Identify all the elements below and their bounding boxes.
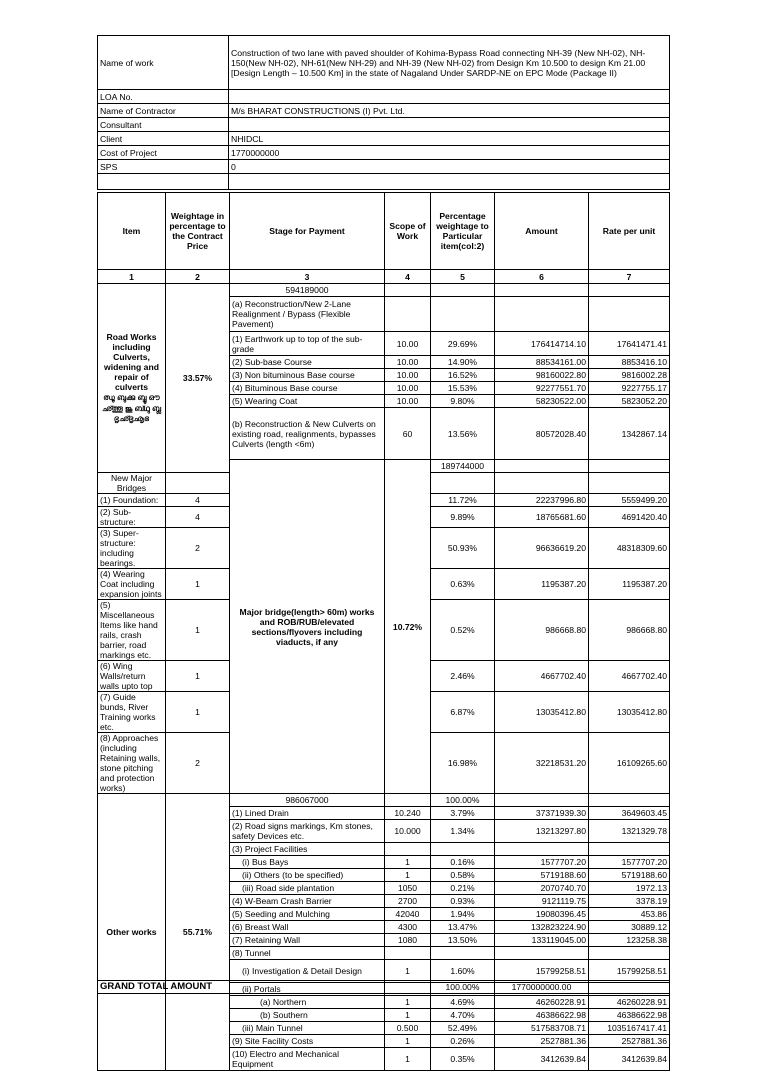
- column-number-row: [98, 270, 670, 284]
- pct-cell: 4.70%: [431, 1009, 495, 1022]
- rate-cell: 5823052.20: [589, 395, 670, 408]
- pct-cell: 1.34%: [431, 820, 495, 843]
- grand-total-scope: [385, 981, 431, 994]
- stage-cell: (1) Earthwork up to top of the sub-grade: [230, 332, 385, 356]
- empty-cell: [385, 794, 431, 807]
- scope-cell: 1: [385, 996, 431, 1009]
- empty-cell: [589, 284, 670, 297]
- pct-cell: 0.52%: [431, 600, 495, 661]
- amount-cell: 32218531.20: [495, 733, 589, 794]
- pct-cell: 16.98%: [431, 733, 495, 794]
- scope-cell: 1: [385, 869, 431, 882]
- stage-cell: (3) Non bituminous Base course: [230, 369, 385, 382]
- amount-cell: [495, 843, 589, 856]
- scope-cell: 10.00: [385, 395, 431, 408]
- column-header-row: [98, 193, 670, 270]
- info-value: NHIDCL: [229, 132, 670, 146]
- pct-cell: 0.93%: [431, 895, 495, 908]
- amount-cell: 19080396.45: [495, 908, 589, 921]
- scope-cell: [385, 843, 431, 856]
- rate-cell: 46260228.91: [589, 996, 670, 1009]
- scope-cell: 10.000: [385, 820, 431, 843]
- rate-cell: 17641471.41: [589, 332, 670, 356]
- amount-cell: 37371939.30: [495, 807, 589, 820]
- pct-cell: 0.35%: [431, 1048, 495, 1071]
- empty-cell: [495, 794, 589, 807]
- col-number: 1: [98, 270, 166, 284]
- stage-cell: (2) Sub-base Course: [230, 356, 385, 369]
- amount-cell: 80572028.40: [495, 408, 589, 460]
- scope-cell: 2: [166, 528, 230, 569]
- info-label: SPS: [98, 160, 229, 174]
- rate-cell: 5559499.20: [589, 494, 670, 507]
- weightage-cell: 10.72%: [385, 460, 431, 794]
- info-label: LOA No.: [98, 90, 229, 104]
- info-value: Construction of two lane with paved shoulder of Kohima-Bypass Road connecting NH-39 (New NH-02), NH-150(New NH-02), NH-61(New NH-29) and NH-39 (New NH-02) from Design Km 10.500 to design Km 21.00 [Design Length – 10.500 Km] in the state of Nagaland Under SARDP-NE on EPC Mode (Package II): [229, 36, 670, 90]
- info-row: [98, 104, 670, 118]
- road-subtotal: 594189000: [230, 284, 385, 297]
- pct-cell: 1.60%: [431, 960, 495, 983]
- other-subtotal: 986067000: [230, 794, 385, 807]
- rate-cell: 1972.13: [589, 882, 670, 895]
- info-label: Name of work: [98, 36, 229, 90]
- rate-cell: 1577707.20: [589, 856, 670, 869]
- table-row: [98, 284, 670, 297]
- amount-cell: 98160022.80: [495, 369, 589, 382]
- col-number: 7: [589, 270, 670, 284]
- stage-cell: (iii) Road side plantation: [230, 882, 385, 895]
- road-section-a: (a) Reconstruction/New 2-Lane Realignment / Bypass (Flexible Pavement): [230, 297, 385, 332]
- col-item-header: Item: [98, 193, 166, 270]
- amount-cell: 133119045.00: [495, 934, 589, 947]
- info-label: Name of Contractor: [98, 104, 229, 118]
- pct-cell: 11.72%: [431, 494, 495, 507]
- weightage-cell: 33.57%: [166, 284, 230, 473]
- empty-cell: [385, 284, 431, 297]
- scope-cell: 1: [166, 692, 230, 733]
- amount-cell: 2070740.70: [495, 882, 589, 895]
- info-value: M/s BHARAT CONSTRUCTIONS (I) Pvt. Ltd.: [229, 104, 670, 118]
- stage-cell: (1) Lined Drain: [230, 807, 385, 820]
- rate-cell: 1321329.78: [589, 820, 670, 843]
- scope-cell: 1: [166, 569, 230, 600]
- stage-cell: (7) Guide bunds, River Training works etc.: [98, 692, 166, 733]
- amount-cell: 2527881.36: [495, 1035, 589, 1048]
- table-row: [98, 794, 670, 807]
- stage-cell: (i) Bus Bays: [230, 856, 385, 869]
- scope-cell: 10.240: [385, 807, 431, 820]
- rate-cell: 9816002.28: [589, 369, 670, 382]
- info-spacer-cell: [229, 174, 670, 190]
- stage-cell: (ii) Portals: [230, 983, 385, 996]
- rate-cell: 46386622.98: [589, 1009, 670, 1022]
- scope-cell: 1: [385, 960, 431, 983]
- col-weightage-header: Weightage in percentage to the Contract Price: [166, 193, 230, 270]
- rate-cell: 13035412.80: [589, 692, 670, 733]
- col-number: 4: [385, 270, 431, 284]
- col-stage-header: Stage for Payment: [230, 193, 385, 270]
- amount-cell: 517583708.71: [495, 1022, 589, 1035]
- amount-cell: 46260228.91: [495, 996, 589, 1009]
- scope-cell: 4: [166, 507, 230, 528]
- rate-cell: 15799258.51: [589, 960, 670, 983]
- stage-cell: (2) Road signs markings, Km stones, safety Devices etc.: [230, 820, 385, 843]
- rate-cell: 3412639.84: [589, 1048, 670, 1071]
- info-value: [229, 90, 670, 104]
- bridges-section: New Major Bridges: [98, 473, 166, 494]
- grand-total-row: [98, 981, 670, 994]
- stage-cell: (10) Electro and Mechanical Equipment: [230, 1048, 385, 1071]
- amount-cell: 1577707.20: [495, 856, 589, 869]
- empty-cell: [589, 460, 670, 473]
- pct-cell: 1.94%: [431, 908, 495, 921]
- stage-cell: (6) Breast Wall: [230, 921, 385, 934]
- pct-cell: 29.69%: [431, 332, 495, 356]
- col-rate-header: Rate per unit: [589, 193, 670, 270]
- scope-cell: 4300: [385, 921, 431, 934]
- scope-cell: [385, 947, 431, 960]
- scope-cell: 1: [166, 600, 230, 661]
- empty-cell: [431, 297, 495, 332]
- pct-cell: 0.21%: [431, 882, 495, 895]
- col-pct-header: Percentage weightage to Particular item(col:2): [431, 193, 495, 270]
- empty-cell: [385, 297, 431, 332]
- pct-cell: 2.46%: [431, 661, 495, 692]
- pct-cell: 9.80%: [431, 395, 495, 408]
- rate-cell: 2527881.36: [589, 1035, 670, 1048]
- rate-cell: 4691420.40: [589, 507, 670, 528]
- empty-cell: [431, 473, 495, 494]
- stage-cell: (4) Bituminous Base course: [230, 382, 385, 395]
- amount-cell: [495, 947, 589, 960]
- stage-cell: (ii) Others (to be specified): [230, 869, 385, 882]
- info-label: Client: [98, 132, 229, 146]
- stage-cell: (iii) Main Tunnel: [230, 1022, 385, 1035]
- amount-cell: 1195387.20: [495, 569, 589, 600]
- info-row: [98, 90, 670, 104]
- scope-cell: 1: [385, 1035, 431, 1048]
- rate-cell: [589, 843, 670, 856]
- stage-cell: (8) Tunnel: [230, 947, 385, 960]
- info-row: [98, 160, 670, 174]
- info-value: [229, 118, 670, 132]
- rate-cell: 1195387.20: [589, 569, 670, 600]
- info-spacer-cell: [98, 174, 229, 190]
- info-value: 1770000000: [229, 146, 670, 160]
- pct-cell: [431, 843, 495, 856]
- pct-cell: [431, 947, 495, 960]
- stage-cell: (9) Site Facility Costs: [230, 1035, 385, 1048]
- item-label: Major bridge(length> 60m) works and ROB/RUB/elevated sections/flyovers including viaducts, if any: [239, 606, 375, 647]
- project-info-table: [97, 35, 670, 190]
- scope-cell: 1: [385, 1048, 431, 1071]
- grand-total-label: GRAND TOTAL AMOUNT: [98, 981, 385, 994]
- rate-cell: 123258.38: [589, 934, 670, 947]
- info-spacer-row: [98, 174, 670, 190]
- pct-cell: 15.53%: [431, 382, 495, 395]
- amount-cell: 176414714.10: [495, 332, 589, 356]
- stage-cell: (5) Wearing Coat: [230, 395, 385, 408]
- scope-cell: 42040: [385, 908, 431, 921]
- scope-cell: 0.500: [385, 1022, 431, 1035]
- amount-cell: 5719188.60: [495, 869, 589, 882]
- info-label: Cost of Project: [98, 146, 229, 160]
- pct-cell: 13.50%: [431, 934, 495, 947]
- scope-cell: 2: [166, 733, 230, 794]
- stage-cell: (8) Approaches (including Retaining walls, stone pitching and protection works): [98, 733, 166, 794]
- info-row: [98, 36, 670, 90]
- empty-cell: [495, 297, 589, 332]
- info-row: [98, 132, 670, 146]
- col-number: 2: [166, 270, 230, 284]
- col-number: 6: [495, 270, 589, 284]
- stage-cell: (2) Sub-structure:: [98, 507, 166, 528]
- stage-cell: (3) Project Facilities: [230, 843, 385, 856]
- pct-cell: 52.49%: [431, 1022, 495, 1035]
- stage-cell: (i) Investigation & Detail Design: [230, 960, 385, 983]
- pct-cell: 16.52%: [431, 369, 495, 382]
- scope-cell: 10.00: [385, 369, 431, 382]
- rate-cell: 5719188.60: [589, 869, 670, 882]
- scope-cell: 1050: [385, 882, 431, 895]
- other-subtotal-pct: 100.00%: [431, 794, 495, 807]
- item-label: Road Works including Culverts, widening and repair of culverts: [104, 332, 159, 393]
- scope-cell: 4: [166, 494, 230, 507]
- pct-cell: 0.26%: [431, 1035, 495, 1048]
- amount-cell: 15799258.51: [495, 960, 589, 983]
- rate-cell: 1342867.14: [589, 408, 670, 460]
- empty-cell: [589, 794, 670, 807]
- amount-cell: 92277551.70: [495, 382, 589, 395]
- rate-cell: 8853416.10: [589, 356, 670, 369]
- pct-cell: 9.89%: [431, 507, 495, 528]
- stage-cell: (3) Super-structure: including bearings.: [98, 528, 166, 569]
- info-row: [98, 146, 670, 160]
- pct-cell: 13.47%: [431, 921, 495, 934]
- stage-cell: (4) Wearing Coat including expansion joints: [98, 569, 166, 600]
- pct-cell: 0.63%: [431, 569, 495, 600]
- pct-cell: 50.93%: [431, 528, 495, 569]
- bridges-subtotal: 189744000: [431, 460, 495, 473]
- scope-cell: 2700: [385, 895, 431, 908]
- rate-cell: 3378.19: [589, 895, 670, 908]
- item-script-text: ഝൂ ബുക്കു ബ്ബൂ ഔ ഛ്ത്തൂ ജൂ ബ്ഥു ബ്ല ഭൃഛ്ഭൃഛൃഭ: [101, 393, 162, 424]
- scope-cell: 1: [385, 856, 431, 869]
- rate-cell: [589, 947, 670, 960]
- payment-schedule-table: [97, 192, 670, 1071]
- scope-cell: 60: [385, 408, 431, 460]
- amount-cell: 132823224.90: [495, 921, 589, 934]
- empty-cell: [589, 297, 670, 332]
- rate-cell: 986668.80: [589, 600, 670, 661]
- amount-cell: 96636619.20: [495, 528, 589, 569]
- amount-cell: 58230522.00: [495, 395, 589, 408]
- amount-cell: 18765681.60: [495, 507, 589, 528]
- amount-cell: 13213297.80: [495, 820, 589, 843]
- empty-cell: [495, 473, 589, 494]
- rate-cell: 3649603.45: [589, 807, 670, 820]
- scope-cell: 1: [166, 661, 230, 692]
- scope-cell: 10.00: [385, 382, 431, 395]
- grand-total-pct: 100.00%: [431, 981, 495, 994]
- weightage-cell: 55.71%: [166, 794, 230, 1071]
- scope-cell: 10.00: [385, 356, 431, 369]
- stage-cell: (b) Reconstruction & New Culverts on existing road, realignments, bypasses Culverts (length <6m): [230, 408, 385, 460]
- item-cell: [230, 460, 385, 794]
- rate-cell: 4667702.40: [589, 661, 670, 692]
- grand-total-rate: [589, 981, 670, 994]
- col-scope-header: Scope of Work: [385, 193, 431, 270]
- col-amount-header: Amount: [495, 193, 589, 270]
- amount-cell: 22237996.80: [495, 494, 589, 507]
- amount-cell: 3412639.84: [495, 1048, 589, 1071]
- stage-cell: (6) Wing Walls/return walls upto top: [98, 661, 166, 692]
- empty-cell: [495, 460, 589, 473]
- scope-cell: 1: [385, 1009, 431, 1022]
- stage-cell: (7) Retaining Wall: [230, 934, 385, 947]
- stage-cell: (5) Seeding and Mulching: [230, 908, 385, 921]
- stage-cell: (4) W-Beam Crash Barrier: [230, 895, 385, 908]
- pct-cell: 3.79%: [431, 807, 495, 820]
- item-cell: [98, 794, 166, 1071]
- stage-cell: (1) Foundation:: [98, 494, 166, 507]
- col-number: 5: [431, 270, 495, 284]
- amount-cell: 4667702.40: [495, 661, 589, 692]
- pct-cell: 0.16%: [431, 856, 495, 869]
- empty-cell: [431, 284, 495, 297]
- amount-cell: 46386622.98: [495, 1009, 589, 1022]
- stage-cell: (b) Southern: [230, 1009, 385, 1022]
- pct-cell: 13.56%: [431, 408, 495, 460]
- rate-cell: 16109265.60: [589, 733, 670, 794]
- grand-total-amount: 1770000000.00: [495, 981, 589, 994]
- rate-cell: 30889.12: [589, 921, 670, 934]
- stage-cell: (a) Northern: [230, 996, 385, 1009]
- scope-cell: 10.00: [385, 332, 431, 356]
- empty-cell: [495, 284, 589, 297]
- empty-cell: [589, 473, 670, 494]
- item-cell: [98, 284, 166, 473]
- pct-cell: 4.69%: [431, 996, 495, 1009]
- amount-cell: 13035412.80: [495, 692, 589, 733]
- grand-total-table: [97, 980, 670, 994]
- rate-cell: 1035167417.41: [589, 1022, 670, 1035]
- amount-cell: 88534161.00: [495, 356, 589, 369]
- amount-cell: 986668.80: [495, 600, 589, 661]
- pct-cell: 0.58%: [431, 869, 495, 882]
- rate-cell: 9227755.17: [589, 382, 670, 395]
- info-value: 0: [229, 160, 670, 174]
- rate-cell: 48318309.60: [589, 528, 670, 569]
- amount-cell: 9121119.75: [495, 895, 589, 908]
- empty-cell: [166, 473, 230, 494]
- pct-cell: 6.87%: [431, 692, 495, 733]
- info-row: [98, 118, 670, 132]
- stage-cell: (5) Miscellaneous Items like hand rails, crash barrier, road markings etc.: [98, 600, 166, 661]
- info-label: Consultant: [98, 118, 229, 132]
- item-label: Other works: [106, 927, 157, 937]
- rate-cell: 453.86: [589, 908, 670, 921]
- col-number: 3: [230, 270, 385, 284]
- scope-cell: 1080: [385, 934, 431, 947]
- pct-cell: 14.90%: [431, 356, 495, 369]
